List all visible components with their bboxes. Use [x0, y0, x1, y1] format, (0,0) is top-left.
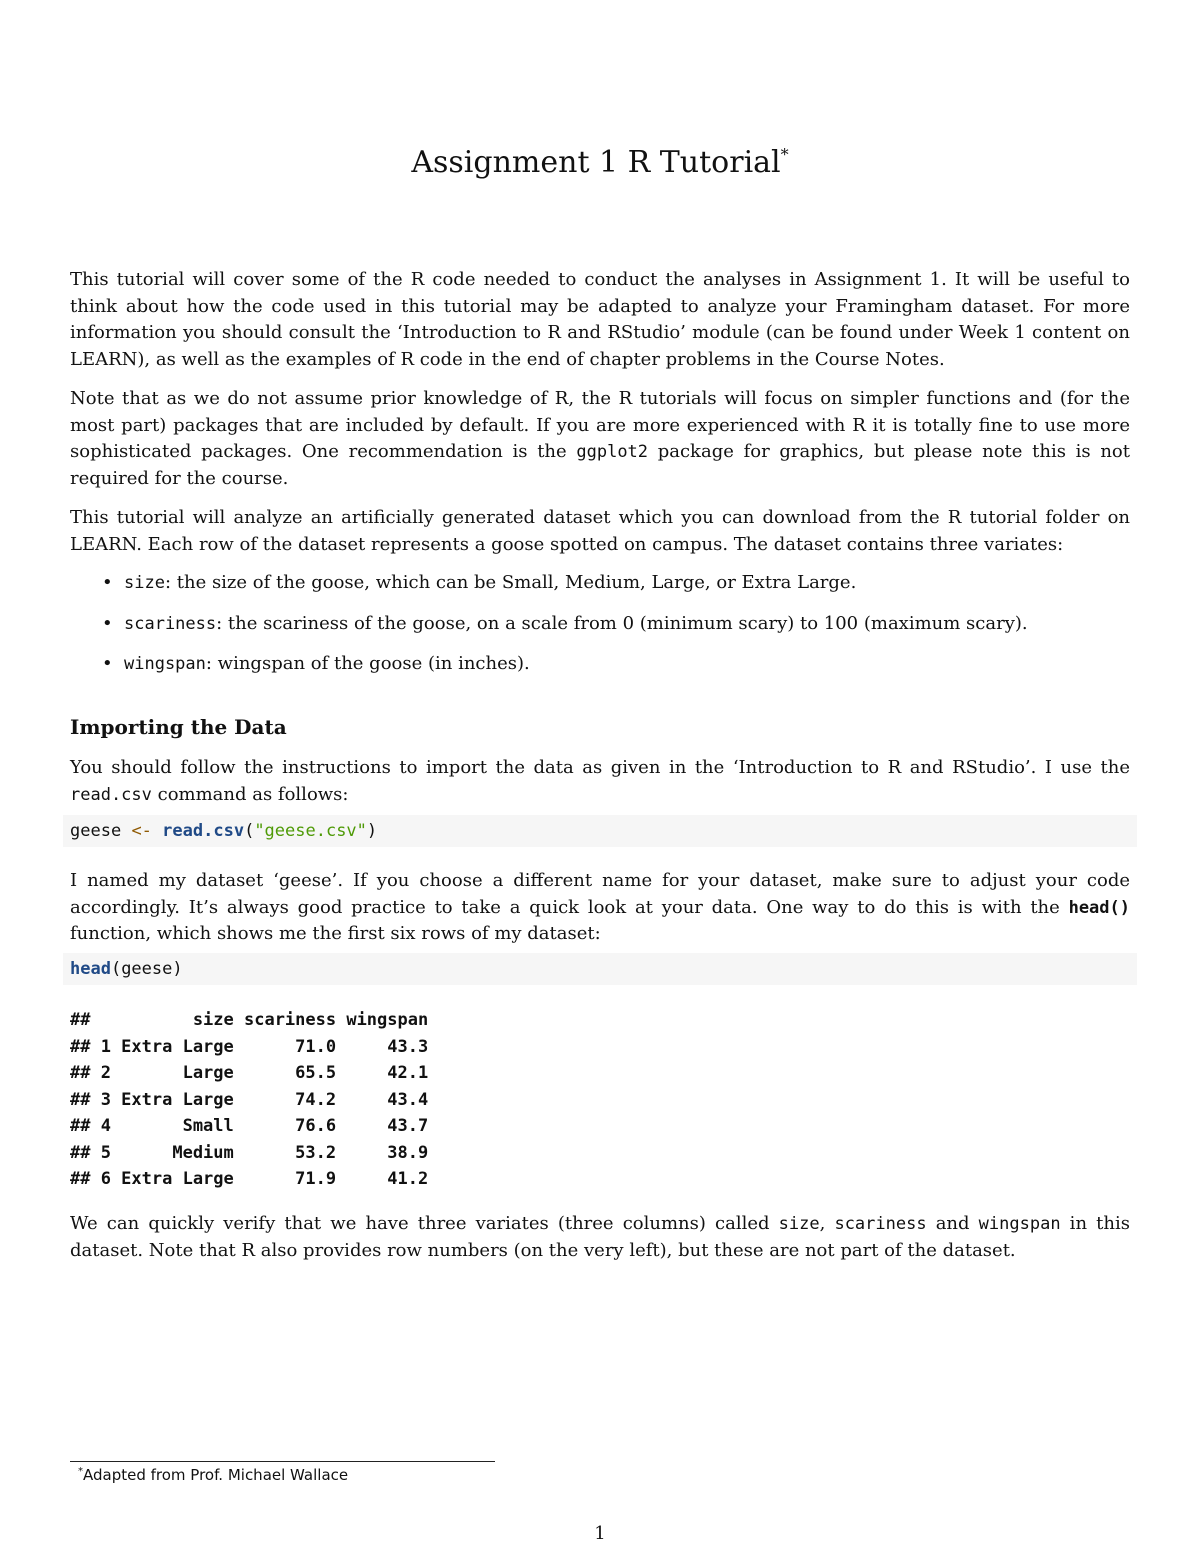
bullet-icon: •: [102, 653, 113, 674]
variate-desc: : the scariness of the goose, on a scale from 0 (minimum scary) to 100 (maximum scary).: [216, 612, 1028, 634]
output-line: ## 3 Extra Large 74.2 43.4: [70, 1089, 429, 1110]
variates-list: [70, 570, 1130, 692]
verify-paragraph: [70, 1211, 1130, 1264]
verify-text-1: We can quickly verify that we have three variates (three columns) called: [70, 1213, 779, 1234]
footnote: [78, 1466, 348, 1484]
page-number: 1: [594, 1523, 606, 1544]
code-var: geese: [70, 821, 122, 841]
variate-desc: : wingspan of the goose (in inches).: [205, 653, 530, 674]
head-code: head(): [1068, 897, 1130, 918]
import-paragraph: [70, 755, 1130, 808]
variate-desc: : the size of the goose, which can be Small, Medium, Large, or Extra Large.: [164, 572, 857, 593]
list-item: [70, 570, 1130, 597]
note-text-after: package for graphics, but please note this is not required for the course.: [70, 441, 1130, 489]
import-text-before: You should follow the instructions to import the data as given in the ‘Introduction to R and RStudio’. I use the: [70, 757, 1130, 778]
code-args: (geese): [110, 959, 183, 979]
code-paren-close: ): [366, 821, 378, 841]
list-item: [70, 651, 1130, 678]
note-text-before: Note that as we do not assume prior knowledge of R, the R tutorials will focus on simpler functions and (for the most part) packages that are included by default. If you are more experienced with R it is totally fine to use more sophisticated packages. One recommendation is the: [70, 388, 1130, 462]
document-title: [70, 145, 1130, 180]
dataset-paragraph: This tutorial will analyze an artificially generated dataset which you can download from the R tutorial folder on LEARN. Each row of the dataset represents a goose spotted on campus. The dataset contains three variates:: [70, 507, 1130, 555]
output-line: ## 4 Small 76.6 43.7: [70, 1116, 429, 1136]
code-paren-open: (: [244, 821, 255, 841]
intro-paragraph: This tutorial will cover some of the R code needed to conduct the analyses in Assignment 1. It will be useful to think about how the code used in this tutorial may be adapted to analyze your Framingham dataset. For more information you should consult the ‘Introduction to R and RStudio’ module (can be found under Week 1 content on LEARN), as well as the examples of R code in the end of chapter problems in the Course Notes.: [70, 269, 1130, 370]
footnote-mark: *: [78, 1466, 83, 1477]
verify-code-size: size: [778, 1214, 820, 1234]
import-text-after: command as follows:: [151, 783, 349, 805]
ggplot2-code: ggplot2: [576, 442, 649, 462]
named-text-after: function, which shows me the first six rows of my dataset:: [70, 923, 601, 944]
list-item: [70, 611, 1130, 638]
code-block-read-csv: [63, 815, 1137, 847]
head-output: [70, 1007, 428, 1193]
note-paragraph: [70, 386, 1130, 492]
section-heading-importing: Importing the Data: [70, 715, 287, 739]
footnote-text: Adapted from Prof. Michael Wallace: [83, 1466, 349, 1484]
footnote-divider: [70, 1461, 495, 1462]
bullet-icon: •: [102, 572, 113, 593]
verify-text-3: and: [926, 1213, 979, 1234]
variate-name: size: [124, 573, 165, 593]
verify-code-scariness: scariness: [834, 1214, 927, 1234]
title-footnote-mark: *: [780, 145, 789, 164]
code-block-head: [63, 953, 1137, 985]
code-assign-op: <-: [131, 821, 152, 841]
verify-code-wingspan: wingspan: [978, 1214, 1061, 1234]
bullet-icon: •: [102, 612, 113, 634]
output-line: ## 5 Medium 53.2 38.9: [70, 1142, 429, 1163]
named-paragraph: [70, 868, 1130, 948]
variate-name: scariness: [124, 613, 217, 634]
title-text: Assignment 1 R Tutorial: [411, 145, 781, 180]
code-string: "geese.csv": [254, 821, 367, 841]
output-line: ## 6 Extra Large 71.9 41.2: [70, 1169, 429, 1189]
named-text-before: I named my dataset ‘geese’. If you choose a different name for your dataset, make sure to adjust your code accordingly. It’s always good practice to take a quick look at your data. One way to do this is with the: [70, 870, 1130, 918]
output-line: ## 2 Large 65.5 42.1: [70, 1063, 429, 1083]
read-csv-code: read.csv: [70, 784, 152, 805]
verify-text-2: ,: [819, 1213, 835, 1234]
variate-name: wingspan: [124, 654, 206, 674]
verify-text-4: in this dataset. Note that R also provides row numbers (on the very left), but these are not part of the dataset.: [70, 1213, 1130, 1261]
output-line: ## size scariness wingspan: [70, 1010, 429, 1030]
output-line: ## 1 Extra Large 71.0 43.3: [70, 1036, 429, 1057]
code-function: read.csv: [162, 821, 245, 841]
code-function: head: [70, 959, 111, 979]
